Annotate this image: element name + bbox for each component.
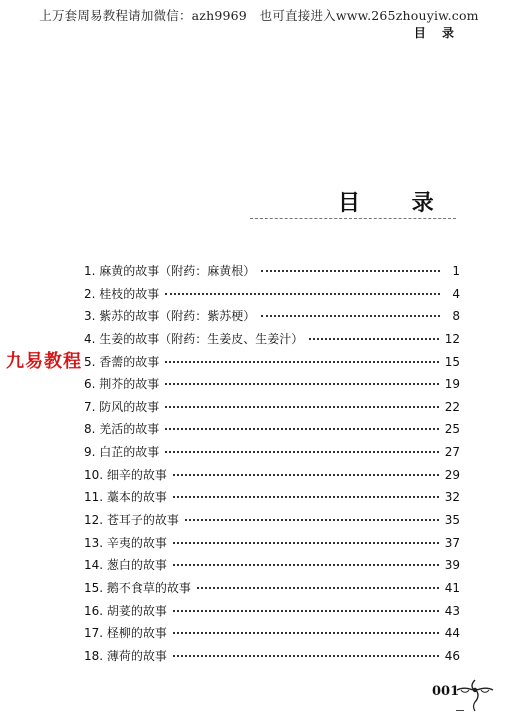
toc-entry-3[interactable] — [84, 307, 460, 330]
toc-entry-9[interactable] — [84, 443, 460, 466]
toc-entry-6[interactable] — [84, 375, 460, 398]
toc-entry-page: 39 — [444, 558, 460, 573]
dot-leader — [173, 542, 439, 544]
toc-entry-5[interactable] — [84, 353, 460, 376]
dot-leader — [197, 587, 439, 589]
toc-entry-label: 9. 白芷的故事 — [84, 445, 160, 460]
toc-entry-label: 15. 鹅不食草的故事 — [84, 580, 191, 595]
toc-entry-label: 17. 柽柳的故事 — [84, 626, 167, 641]
dot-leader — [173, 496, 439, 498]
toc-entry-16[interactable] — [84, 602, 460, 625]
toc-entry-page: 29 — [444, 467, 460, 482]
toc-entry-page: 37 — [444, 535, 460, 550]
toc-entry-page: 8 — [452, 309, 460, 324]
toc-entry-page: 12 — [444, 331, 460, 346]
page-title: 目 录 — [338, 190, 456, 216]
dot-leader — [309, 338, 438, 340]
toc-entry-label: 16. 胡荽的故事 — [84, 603, 167, 618]
dot-leader — [173, 610, 439, 612]
toc-entry-label: 14. 葱白的故事 — [84, 558, 167, 573]
toc-entry-7[interactable] — [84, 398, 460, 421]
toc-entry-page: 32 — [444, 490, 460, 505]
toc-entry-page: 44 — [444, 626, 460, 641]
toc-entry-18[interactable] — [84, 647, 460, 670]
title-underline — [250, 218, 456, 219]
toc-entry-page: 22 — [444, 399, 460, 414]
toc-entry-label: 8. 羌活的故事 — [84, 422, 160, 437]
dot-leader — [165, 428, 438, 430]
toc-entry-label: 13. 辛夷的故事 — [84, 535, 167, 550]
toc-entry-page: 27 — [444, 445, 460, 460]
toc-entry-17[interactable] — [84, 624, 460, 647]
dot-leader — [165, 383, 438, 385]
toc-entry-15[interactable] — [84, 579, 460, 602]
toc-entry-12[interactable] — [84, 511, 460, 534]
toc-entry-page: 35 — [444, 513, 460, 528]
toc-entry-14[interactable] — [84, 556, 460, 579]
toc-entry-label: 5. 香薷的故事 — [84, 354, 160, 369]
dot-leader — [165, 361, 438, 363]
toc-entry-page: 43 — [444, 603, 460, 618]
toc-entry-page: 46 — [444, 648, 460, 663]
dot-leader — [185, 519, 439, 521]
dot-leader — [165, 406, 438, 408]
toc-entry-page: 1 — [452, 264, 460, 278]
page-number: 001 — [432, 684, 460, 699]
dot-leader — [261, 270, 440, 272]
bottom-edge-mark — [456, 710, 464, 717]
side-watermark-text: 九易教程 — [6, 351, 82, 372]
toc-entry-label: 6. 荆芥的故事 — [84, 377, 160, 392]
toc-entry-label: 7. 防风的故事 — [84, 399, 160, 414]
top-watermark-text: 上万套周易教程请加微信：azh9969 也可直接进入www.265zhouyiw.com — [39, 8, 479, 23]
toc-entry-1[interactable] — [84, 262, 460, 285]
toc-entry-label: 10. 细辛的故事 — [84, 467, 167, 482]
toc-entry-4[interactable] — [84, 330, 460, 353]
dot-leader — [261, 315, 440, 317]
toc-entry-page: 4 — [452, 286, 460, 301]
dot-leader — [173, 655, 439, 657]
toc-entry-label: 1. 麻黄的故事（附药：麻黄根） — [84, 264, 256, 278]
toc-entry-8[interactable] — [84, 420, 460, 443]
toc-entry-label: 4. 生姜的故事（附药：生姜皮、生姜汁） — [84, 331, 304, 346]
toc-entry-page: 41 — [444, 580, 460, 595]
dot-leader — [165, 293, 440, 295]
table-of-contents — [84, 262, 460, 670]
dot-leader — [173, 474, 439, 476]
toc-entry-label: 18. 薄荷的故事 — [84, 648, 167, 663]
toc-entry-label: 11. 藁本的故事 — [84, 490, 167, 505]
toc-entry-page: 15 — [444, 354, 460, 369]
toc-entry-page: 19 — [444, 377, 460, 392]
toc-entry-13[interactable] — [84, 534, 460, 557]
toc-entry-label: 3. 紫苏的故事（附药：紫苏梗） — [84, 309, 256, 324]
running-header: 目 录 — [413, 26, 460, 40]
toc-entry-11[interactable] — [84, 488, 460, 511]
toc-entry-label: 12. 苍耳子的故事 — [84, 513, 179, 528]
dot-leader — [173, 632, 439, 634]
dot-leader — [165, 451, 438, 453]
flourish-ornament-icon — [455, 678, 495, 712]
toc-entry-page: 25 — [444, 422, 460, 437]
toc-entry-2[interactable] — [84, 285, 460, 308]
toc-entry-label: 2. 桂枝的故事 — [84, 286, 160, 301]
toc-entry-10[interactable] — [84, 466, 460, 489]
dot-leader — [173, 564, 439, 566]
